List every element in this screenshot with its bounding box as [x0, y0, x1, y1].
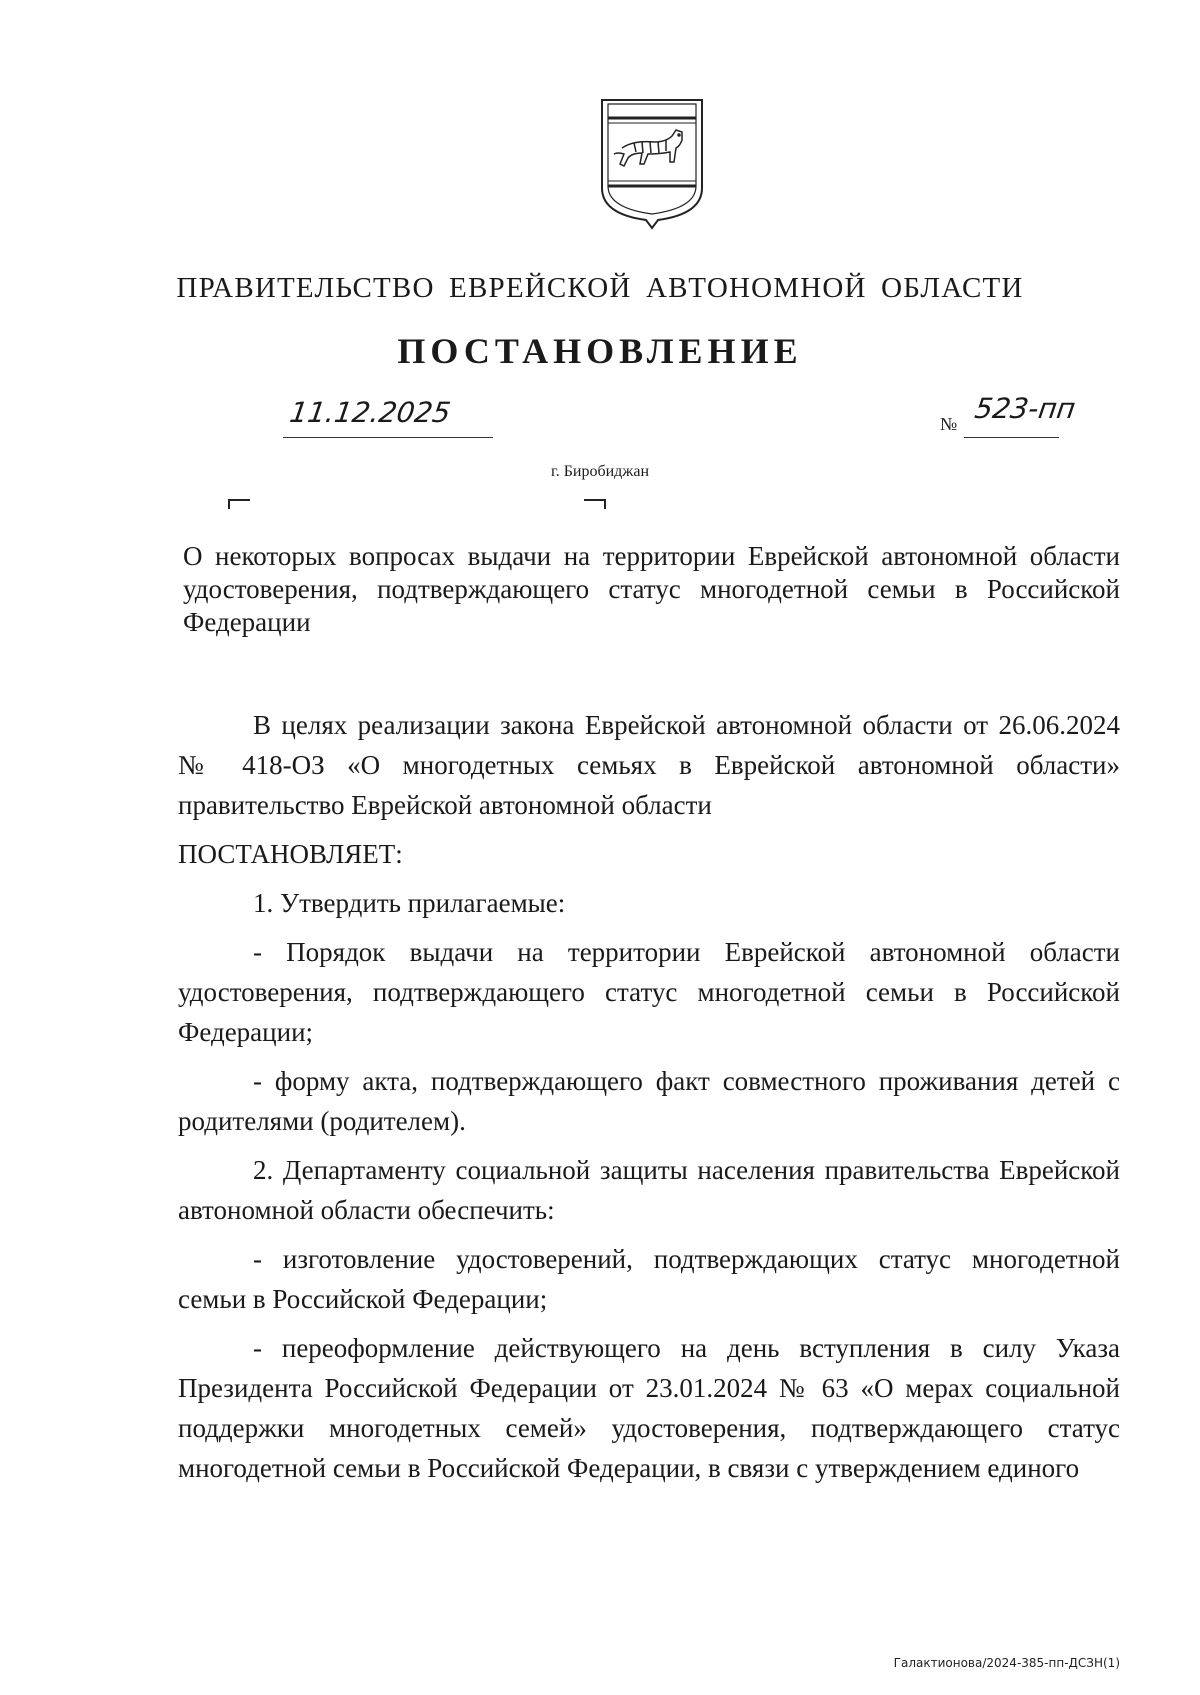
coat-of-arms-tiger-icon — [596, 96, 708, 232]
item-2: 2. Департаменту социальной защиты населения правительства Еврейской автономной области обеспечить: — [178, 1155, 1120, 1225]
document-subject: О некоторых вопросах выдачи на территории Еврейской автономной области удостоверения, подтверждающего статус многодетной семьи в Российской Федерации — [183, 541, 1120, 637]
item-1-b: - форму акта, подтверждающего факт совместного проживания детей с родителями (родителем). — [178, 1066, 1120, 1136]
subject-corner-mark-right — [584, 499, 606, 509]
number-sign: № — [940, 414, 958, 434]
document-body — [178, 705, 1120, 1497]
date-underline — [283, 437, 493, 438]
item-1: 1. Утвердить прилагаемые: — [253, 888, 566, 918]
resolves-heading: ПОСТАНОВЛЯЕТ: — [178, 839, 403, 869]
number-underline — [964, 437, 1059, 438]
city-label: г. Биробиджан — [550, 463, 650, 480]
item-1-a: - Порядок выдачи на территории Еврейской автономной области удостоверения, подтверждающего статус многодетной семьи в Российской Федерации; — [178, 937, 1120, 1047]
document-type-heading: ПОСТАНОВЛЕНИЕ — [397, 331, 803, 371]
item-2-a: - изготовление удостоверений, подтверждающих статус многодетной семьи в Российской Федерации; — [178, 1244, 1120, 1314]
preamble-paragraph: В целях реализации закона Еврейской автономной области от 26.06.2024 № 418-ОЗ «О многодетных семьях в Еврейской автономной области» правительство Еврейской автономной области — [178, 710, 1120, 820]
document-number: 523-пп — [972, 392, 1078, 425]
organization-title: ПРАВИТЕЛЬСТВО ЕВРЕЙСКОЙ АВТОНОМНОЙ ОБЛАСТИ — [176, 272, 1024, 304]
item-2-b: - переоформление действующего на день вступления в силу Указа Президента Российской Федерации от 23.01.2024 № 63 «О мерах социальной поддержки многодетных семей» удостоверения, подтверждающего статус многодетной семьи в Российской Федерации, в связи с утверждением единого — [178, 1333, 1120, 1483]
subject-corner-mark-left — [228, 499, 250, 509]
document-date: 11.12.2025 — [287, 396, 453, 429]
footer-reference: Галактионова/2024-385-пп-ДСЗН(1) — [893, 1656, 1120, 1670]
